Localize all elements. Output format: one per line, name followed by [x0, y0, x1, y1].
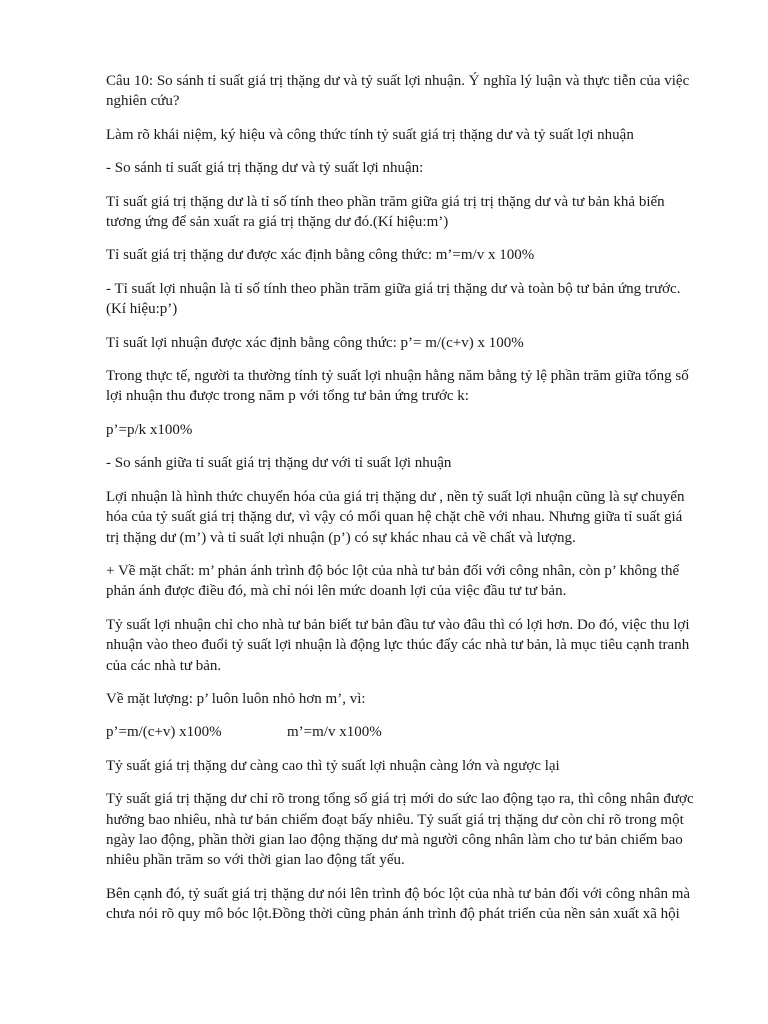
paragraph: Tỷ suất giá trị thặng dư càng cao thì tỷ suất lợi nhuận càng lớn và ngược lại — [106, 757, 560, 774]
question-heading: Câu 10: So sánh tỉ suất giá trị thặng dư và tỷ suất lợi nhuận. Ý nghĩa lý luận và thực tiễn của việc nghiên cứu? — [106, 73, 690, 110]
formula-row — [106, 722, 698, 742]
paragraph: Trong thực tế, người ta thường tính tỷ suất lợi nhuận hằng năm bằng tỷ lệ phần trăm giữa tổng số lợi nhuận thu được trong năm p với tổng tư bản ứng trước k: — [106, 368, 689, 405]
formula-profit-rate: p’=m/(c+v) x100% — [106, 724, 222, 741]
paragraph: Lợi nhuận là hình thức chuyển hóa của giá trị thặng dư , nền tỷ suất lợi nhuận cũng là sự chuyển hóa của tỷ suất giá trị thặng dư, vì vậy có mối quan hệ chặt chẽ với nhau. Nhưng giữa tỉ suất giá trị thặng dư (m’) và tỉ suất lợi nhuận (p’) có sự khác nhau cả về chất và lượng. — [106, 488, 685, 546]
paragraph: - So sánh giữa tỉ suất giá trị thặng dư với tỉ suất lợi nhuận — [106, 455, 452, 472]
formula-line: p’=p/k x100% — [106, 421, 193, 438]
paragraph: Làm rõ khái niệm, ký hiệu và công thức tính tỷ suất giá trị thặng dư và tỷ suất lợi nhuận — [106, 126, 634, 143]
paragraph: Tỉ suất giá trị thặng dư là tỉ số tính theo phần trăm giữa giá trị trị thặng dư và tư bản khả biến tương ứng để sản xuất ra giá trị thặng dư đó.(Kí hiệu:m’) — [106, 193, 665, 231]
paragraph: Tỉ suất giá trị thặng dư được xác định bằng công thức: m’=m/v x 100% — [106, 247, 535, 264]
paragraph: Bên cạnh đó, tỷ suất giá trị thặng dư nói lên trình độ bóc lột của nhà tư bản đối với công nhân mà chưa nói rõ quy mô bóc lột.Đồng thời cũng phản ánh trình độ phát triển của nền sản xuất xã hội — [106, 885, 691, 923]
document-page — [106, 71, 698, 938]
paragraph: - Tỉ suất lợi nhuận là tỉ số tính theo phần trăm giữa giá trị thặng dư và toàn bộ tư bản ứng trước. (Kí hiệu:p’) — [106, 280, 681, 318]
paragraph: Tỷ suất lợi nhuận chỉ cho nhà tư bản biết tư bản đầu tư vào đâu thì có lợi hơn. Do đó, việc thu lợi nhuận vào theo đuổi tỷ suất lợi nhuận là động lực thúc đẩy các nhà tư bản, là mục tiêu cạnh tranh của các nhà tư bản. — [106, 616, 690, 674]
paragraph: Về mặt lượng: p’ luôn luôn nhỏ hơn m’, vì: — [106, 690, 366, 707]
paragraph: - So sánh tỉ suất giá trị thặng dư và tỷ suất lợi nhuận: — [106, 160, 424, 177]
formula-surplus-rate: m’=m/v x100% — [287, 724, 382, 741]
paragraph: + Về mặt chất: m’ phản ánh trình độ bóc lột của nhà tư bản đối với công nhân, còn p’ không thể phản ánh được điều đó, mà chỉ nói lên mức doanh lợi của việc đầu tư tư bản. — [106, 562, 680, 600]
paragraph: Tỷ suất giá trị thặng dư chỉ rõ trong tổng số giá trị mới do sức lao động tạo ra, thì công nhân được hưởng bao nhiêu, nhà tư bản chiếm đoạt bấy nhiêu. Tỷ suất giá trị thặng dư còn chỉ rõ trong một ngày lao động, phần thời gian lao động thặng dư mà người công nhân làm cho tư bản chiếm bao nhiêu phần trăm so với thời gian lao động tất yếu. — [106, 791, 694, 869]
paragraph: Tỉ suất lợi nhuận được xác định bằng công thức: p’= m/(c+v) x 100% — [106, 334, 524, 351]
